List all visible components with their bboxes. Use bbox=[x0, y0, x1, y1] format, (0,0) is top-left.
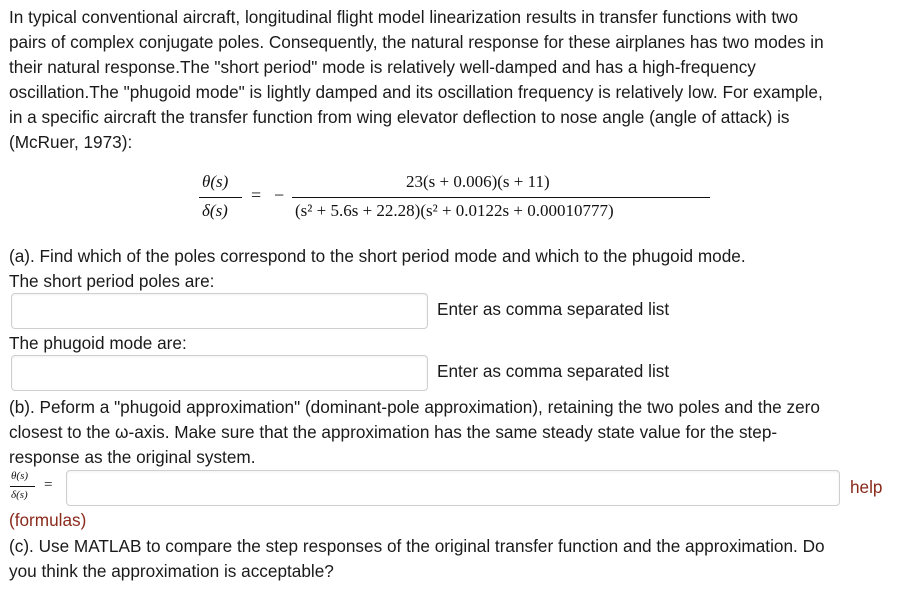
part-b-line-3: response as the original system. bbox=[9, 447, 256, 467]
approx-numerator: θ(s) bbox=[11, 470, 29, 482]
part-c-line-1: (c). Use MATLAB to compare the step responses of the original transfer function and the approximation. Do bbox=[9, 536, 825, 556]
rhs-fraction-bar bbox=[292, 197, 710, 198]
intro-line-3: their natural response.The "short period" mode is relatively well-damped and has a high-frequency bbox=[9, 57, 756, 77]
short-period-hint: Enter as comma separated list bbox=[437, 299, 670, 319]
formulas-link[interactable]: (formulas) bbox=[9, 510, 87, 530]
approximation-input[interactable] bbox=[66, 470, 840, 506]
part-a-question: (a). Find which of the poles correspond to the short period mode and which to the phugoid mode. bbox=[9, 246, 746, 266]
lhs-fraction-bar bbox=[199, 197, 242, 198]
lhs-numerator: θ(s) bbox=[202, 172, 229, 191]
intro-line-2: pairs of complex conjugate poles. Consequently, the natural response for these airplanes has two modes in bbox=[9, 32, 824, 52]
equals-sign: = bbox=[251, 185, 262, 205]
help-link[interactable]: help bbox=[850, 477, 883, 497]
intro-line-1: In typical conventional aircraft, longitudinal flight model linearization results in transfer functions with two bbox=[9, 7, 799, 27]
short-period-poles-input[interactable] bbox=[11, 293, 428, 329]
phugoid-poles-input[interactable] bbox=[11, 355, 428, 391]
intro-line-5: in a specific aircraft the transfer function from wing elevator deflection to nose angle (angle of attack) is bbox=[9, 107, 790, 127]
minus-sign: − bbox=[274, 185, 285, 205]
rhs-denominator: (s² + 5.6s + 22.28)(s² + 0.0122s + 0.00010777) bbox=[295, 201, 614, 220]
short-period-label: The short period poles are: bbox=[9, 271, 215, 291]
lhs-denominator: δ(s) bbox=[202, 201, 228, 220]
intro-line-4: oscillation.The "phugoid mode" is lightly damped and its oscillation frequency is relatively low. For example, bbox=[9, 82, 823, 102]
part-b-line-1: (b). Peform a "phugoid approximation" (dominant-pole approximation), retaining the two poles and the zero bbox=[9, 397, 820, 417]
phugoid-hint: Enter as comma separated list bbox=[437, 361, 670, 381]
part-c-line-2: you think the approximation is acceptable? bbox=[9, 561, 334, 581]
part-b-line-2: closest to the ω-axis. Make sure that the approximation has the same steady state value for the step- bbox=[9, 422, 778, 442]
approx-equals-sign: = bbox=[44, 477, 53, 493]
approx-denominator: δ(s) bbox=[11, 489, 28, 501]
rhs-numerator: 23(s + 0.006)(s + 11) bbox=[406, 172, 550, 191]
approx-fraction-bar bbox=[10, 486, 35, 487]
intro-line-6: (McRuer, 1973): bbox=[9, 132, 133, 152]
phugoid-label: The phugoid mode are: bbox=[9, 333, 187, 353]
